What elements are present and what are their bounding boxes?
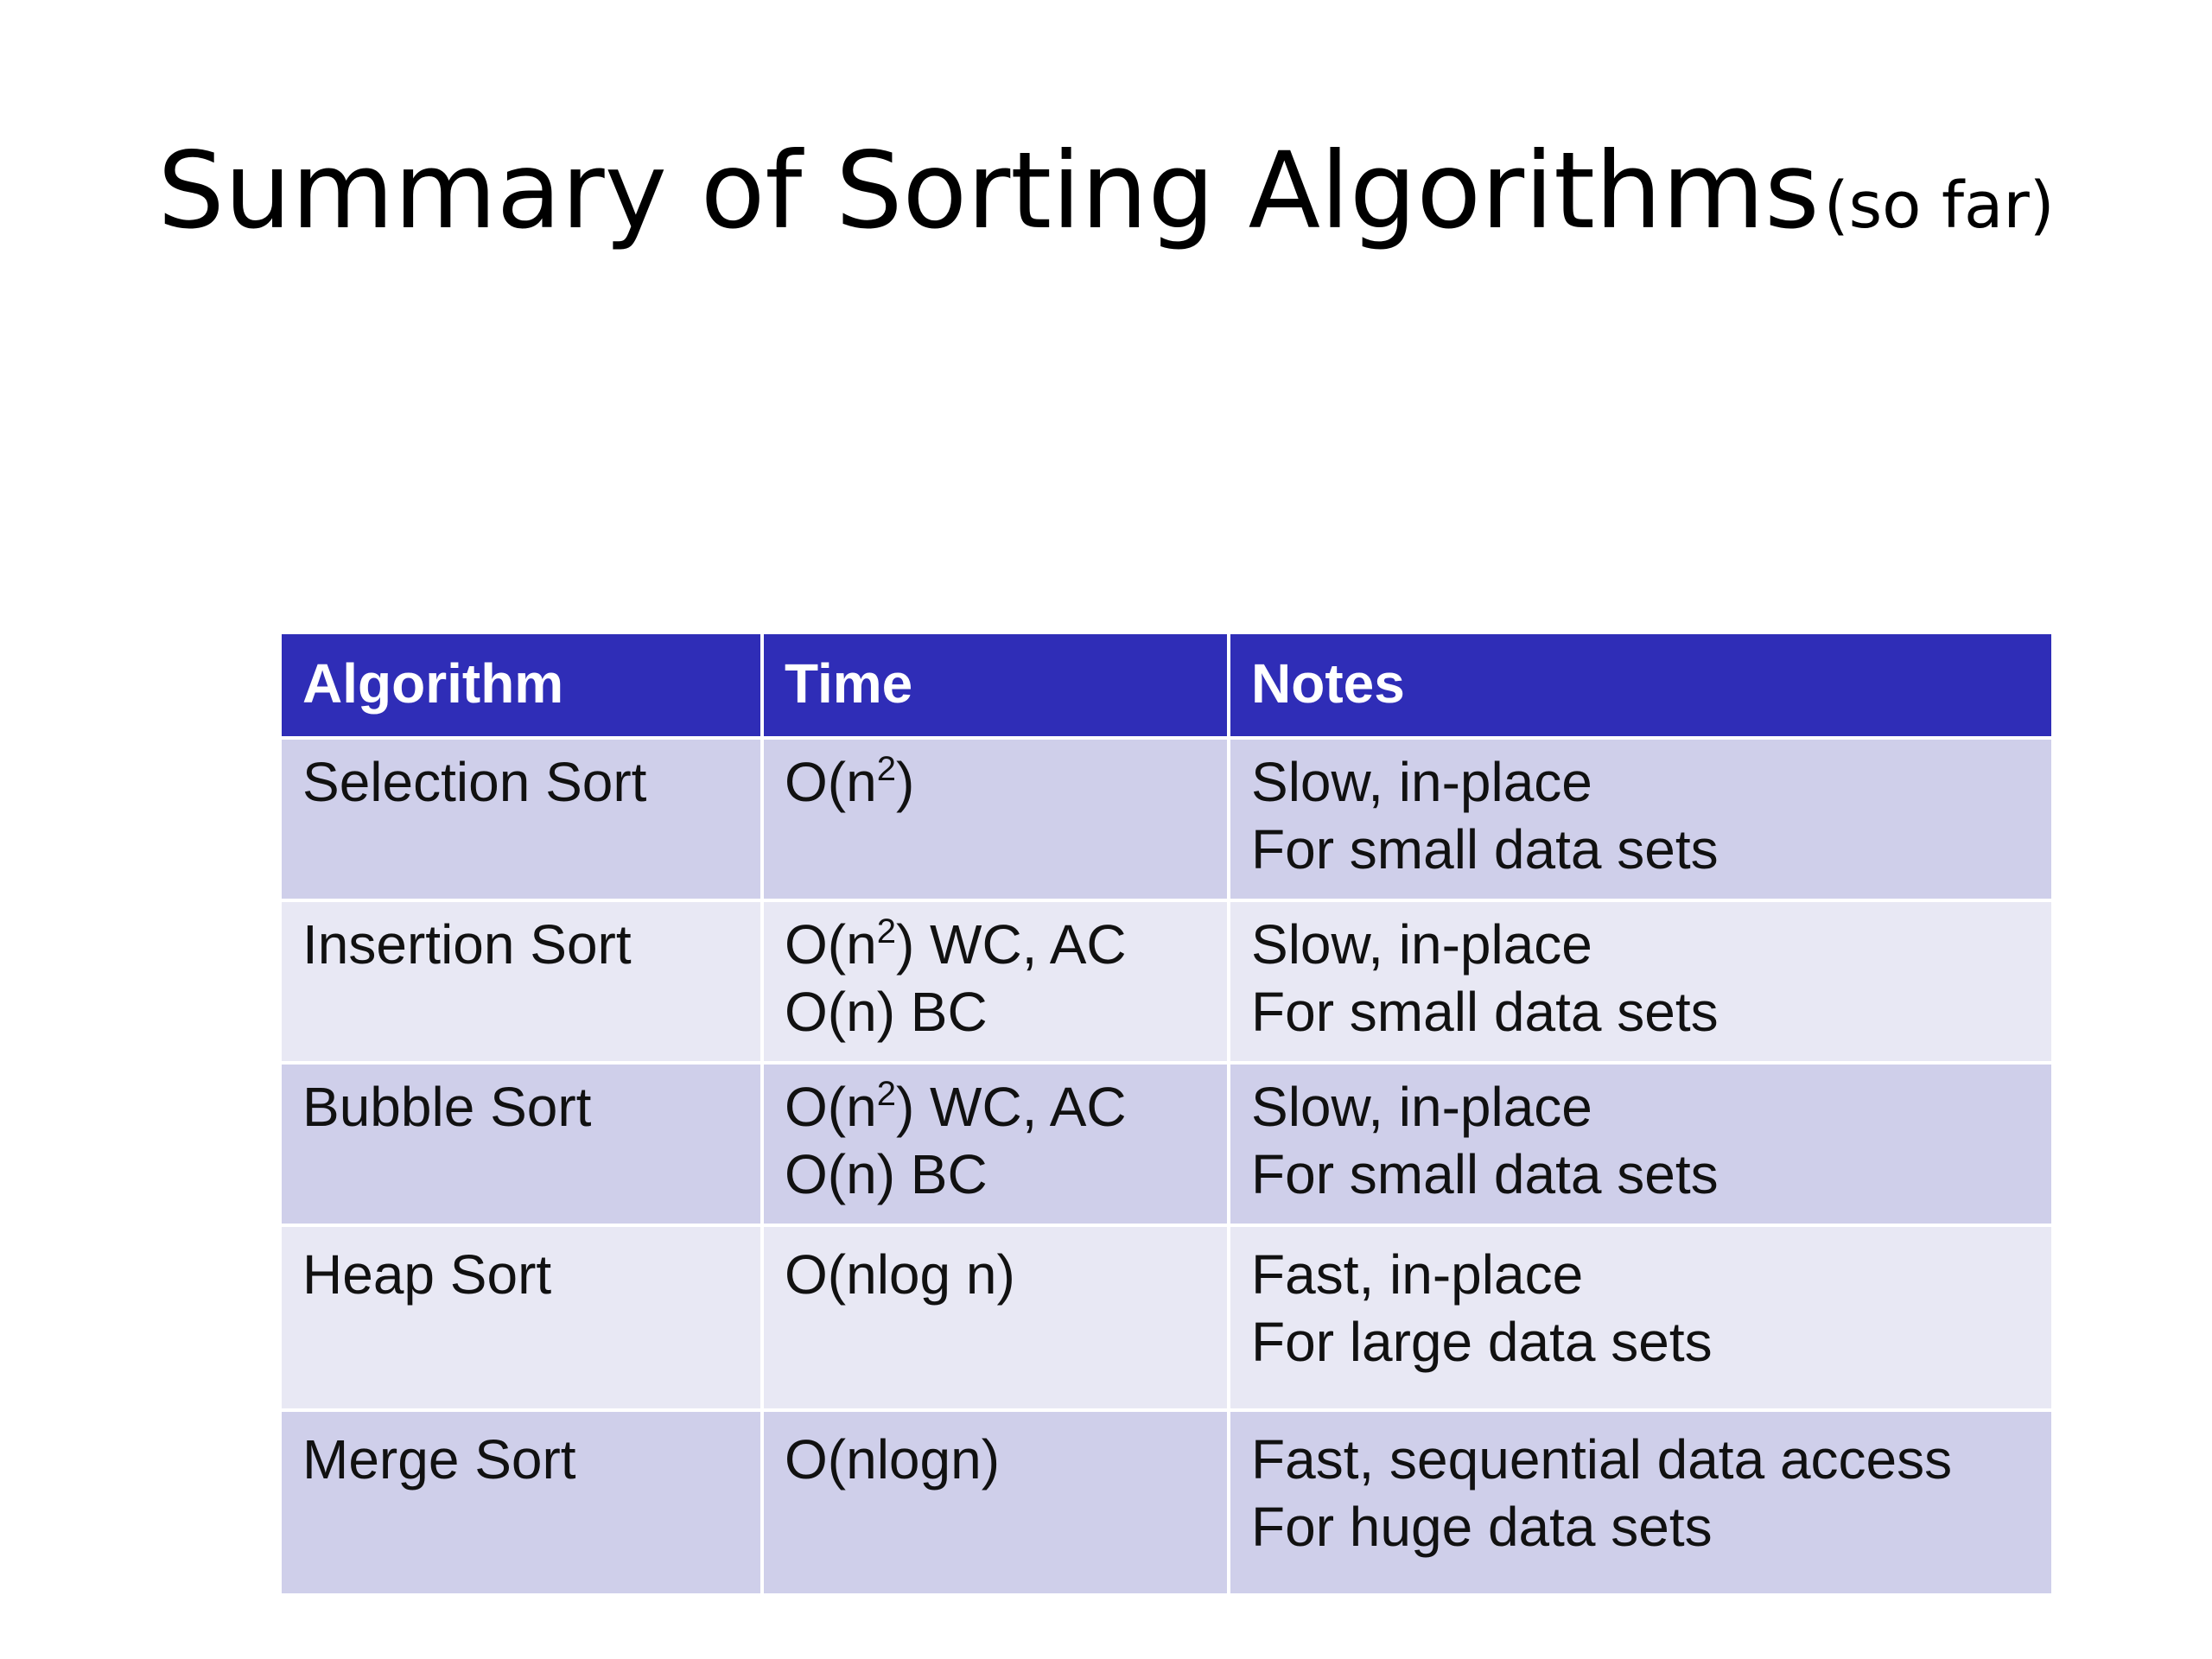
header-time: Time	[764, 634, 1227, 736]
time-cell	[764, 740, 1227, 899]
algorithm-cell: Bubble Sort	[282, 1065, 760, 1224]
table-row	[282, 1412, 2051, 1593]
note-line: For small data sets	[1251, 818, 1719, 880]
time-cell	[764, 1065, 1227, 1224]
note-line: Fast, in-place	[1251, 1243, 1584, 1306]
time-line: O(n) BC	[785, 1143, 988, 1205]
note-line: Slow, in-place	[1251, 1076, 1592, 1138]
note-line: Slow, in-place	[1251, 913, 1592, 976]
time-cell	[764, 1412, 1227, 1593]
title-main: Summary of Sorting Algorithms	[157, 130, 1820, 252]
notes-cell	[1230, 740, 2051, 899]
time-line: $O(n^2)$	[785, 750, 915, 813]
table-row	[282, 1227, 2051, 1408]
title-suffix: (so far)	[1823, 168, 2055, 243]
table-header-row	[282, 634, 2051, 736]
note-line: Slow, in-place	[1251, 751, 1592, 813]
note-line: For large data sets	[1251, 1311, 1713, 1373]
time-line: O(n) BC	[785, 981, 988, 1043]
notes-cell	[1230, 1227, 2051, 1408]
table-row	[282, 902, 2051, 1061]
algorithm-cell: Insertion Sort	[282, 902, 760, 1061]
algorithm-cell: Heap Sort	[282, 1227, 760, 1408]
table-row	[282, 1065, 2051, 1224]
notes-cell	[1230, 1065, 2051, 1224]
header-notes: Notes	[1230, 634, 2051, 736]
time-cell	[764, 1227, 1227, 1408]
note-line: For small data sets	[1251, 981, 1719, 1043]
page-title	[0, 130, 2212, 252]
time-line: $O(n^2)$ WC, AC	[785, 1075, 1127, 1138]
notes-cell	[1230, 902, 2051, 1061]
note-line: For small data sets	[1251, 1143, 1719, 1205]
header-algorithm: Algorithm	[282, 634, 760, 736]
table-row	[282, 740, 2051, 899]
sorting-summary-table	[278, 631, 2055, 1597]
note-line: Fast, sequential data access	[1251, 1428, 1953, 1491]
time-line: O(nlogn)	[785, 1428, 1000, 1491]
time-line: $O(n^2)$ WC, AC	[785, 912, 1127, 976]
algorithm-cell: Selection Sort	[282, 740, 760, 899]
note-line: For huge data sets	[1251, 1496, 1713, 1558]
algorithm-cell: Merge Sort	[282, 1412, 760, 1593]
notes-cell	[1230, 1412, 2051, 1593]
time-cell	[764, 902, 1227, 1061]
time-line: O(nlog n)	[785, 1243, 1015, 1306]
